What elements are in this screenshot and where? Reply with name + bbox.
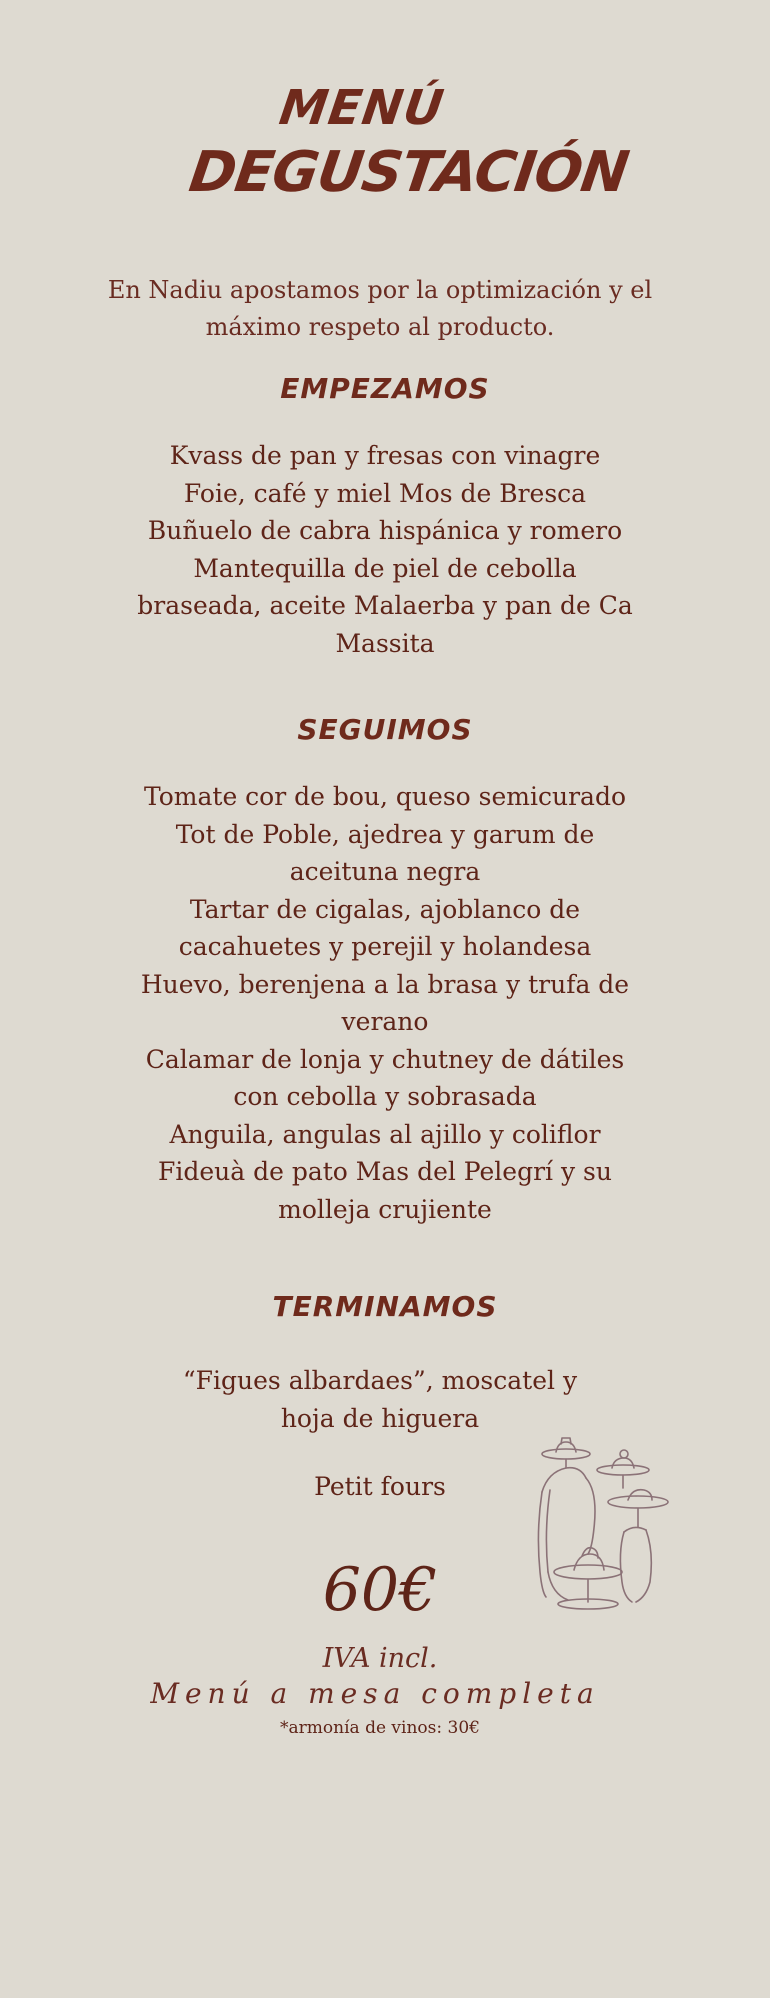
list-item: Kvass de pan y fresas con vinagre	[169, 441, 601, 470]
intro-line: máximo respeto al producto.	[205, 313, 555, 341]
list-item: Tartar de cigalas, ajoblanco de	[189, 894, 581, 924]
list-item: Fideuà de pato Mas del Pelegrí y su	[158, 1157, 612, 1186]
list-item: molleja crujiente	[278, 1194, 492, 1224]
list-item: cacahuetes y perejil y holandesa	[178, 932, 592, 961]
heading-seguimos: SEGUIMOS	[297, 713, 473, 746]
list-item: hoja de higuera	[280, 1403, 480, 1433]
petit-fours: Petit fours	[314, 1472, 446, 1501]
list-seguimos	[120, 778, 650, 1228]
menu-mesa-completa: Menú a mesa completa	[150, 1677, 600, 1710]
list-item: Tot de Poble, ajedrea y garum de	[175, 819, 595, 849]
list-item: verano	[341, 1007, 429, 1036]
list-item: Anguila, angulas al ajillo y coliflor	[169, 1119, 601, 1149]
list-item: aceituna negra	[289, 857, 481, 886]
heading-terminamos: TERMINAMOS	[272, 1290, 498, 1323]
dessert-stand-icon	[528, 1432, 678, 1612]
list-item: Massita	[335, 628, 435, 658]
list-item: Mantequilla de piel de cebolla	[193, 553, 577, 583]
list-item: Tomate cor de bou, queso semicurado	[144, 782, 626, 811]
price-iva: IVA incl.	[322, 1643, 438, 1674]
list-item: Calamar de lonja y chutney de dátiles	[145, 1044, 625, 1074]
list-item: Huevo, berenjena a la brasa y trufa de	[140, 969, 630, 999]
heading-empezamos: EMPEZAMOS	[280, 372, 490, 405]
list-empezamos	[120, 437, 650, 662]
title-degustacion: DEGUSTACIÓN	[185, 140, 632, 205]
list-item: con cebolla y sobrasada	[233, 1082, 537, 1111]
price-amount: 60€	[322, 1555, 438, 1625]
title-menu: MENÚ	[276, 80, 448, 136]
list-item: Foie, café y miel Mos de Bresca	[183, 478, 587, 508]
list-item: braseada, aceite Malaerba y pan de Ca	[137, 591, 633, 620]
intro-text	[90, 272, 670, 346]
wine-pairing-note: *armonía de vinos: 30€	[280, 1718, 480, 1738]
list-item: “Figues albardaes”, moscatel y	[182, 1366, 578, 1395]
list-terminamos	[170, 1362, 590, 1437]
list-item: Buñuelo de cabra hispánica y romero	[147, 516, 623, 545]
intro-line: En Nadiu apostamos por la optimización y el	[107, 276, 653, 304]
